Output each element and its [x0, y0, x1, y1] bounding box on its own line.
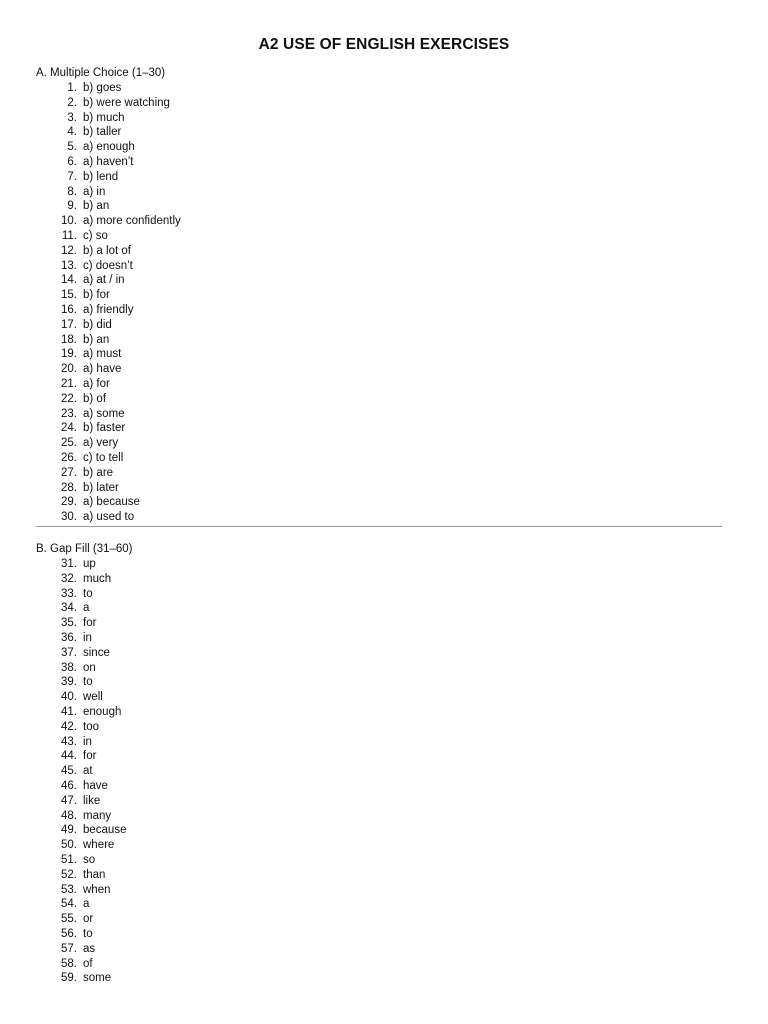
item-answer: a) some	[83, 407, 125, 420]
list-item	[36, 347, 726, 362]
list-item	[36, 616, 726, 631]
item-number: 13.	[61, 259, 77, 272]
list-item	[36, 362, 726, 377]
list-item	[36, 661, 726, 676]
item-answer: than	[83, 868, 106, 881]
item-answer: a	[83, 602, 90, 615]
list-item	[36, 466, 726, 481]
item-answer: enough	[83, 705, 122, 718]
item-number: 46.	[61, 779, 77, 792]
item-answer: like	[83, 794, 101, 807]
list-item	[36, 185, 726, 200]
item-number: 27.	[61, 466, 77, 479]
list-item	[36, 229, 726, 244]
item-number: 54.	[61, 898, 77, 911]
list-item	[36, 838, 726, 853]
item-answer: a) must	[83, 348, 122, 361]
item-answer: b) lend	[83, 170, 119, 183]
item-number: 47.	[61, 794, 77, 807]
list-item	[36, 646, 726, 661]
item-number: 4.	[67, 126, 77, 139]
item-number: 9.	[67, 200, 77, 213]
list-item	[36, 957, 726, 972]
section-divider	[36, 526, 722, 527]
item-number: 31.	[61, 558, 77, 570]
list-item	[36, 883, 726, 898]
item-answer: a) because	[83, 496, 140, 509]
item-number: 36.	[61, 631, 77, 644]
item-answer: on	[83, 661, 96, 674]
item-answer: at	[83, 765, 93, 778]
item-answer: when	[83, 883, 111, 896]
item-answer: a) in	[83, 185, 106, 198]
item-answer: many	[83, 809, 112, 822]
list-item	[36, 318, 726, 333]
item-number: 26.	[61, 451, 77, 464]
item-number: 25.	[61, 437, 77, 450]
item-answer: in	[83, 735, 92, 748]
item-number: 23.	[61, 407, 77, 420]
item-answer: a	[83, 898, 90, 911]
item-answer: so	[83, 853, 96, 866]
item-number: 21.	[61, 377, 77, 390]
item-answer: b) are	[83, 466, 114, 479]
item-answer: up	[83, 558, 96, 570]
item-number: 14.	[61, 274, 77, 287]
item-answer: b) an	[83, 200, 110, 213]
list-item	[36, 912, 726, 927]
item-number: 5.	[67, 141, 77, 154]
list-item	[36, 273, 726, 288]
list-item	[36, 436, 726, 451]
item-number: 34.	[61, 602, 77, 615]
item-number: 28.	[61, 481, 77, 494]
item-number: 41.	[61, 705, 77, 718]
answer-list-gap-fill	[36, 557, 726, 986]
item-answer: where	[83, 839, 115, 852]
item-number: 51.	[61, 853, 77, 866]
item-answer: too	[83, 720, 99, 733]
list-item	[36, 631, 726, 646]
item-number: 37.	[61, 646, 77, 659]
list-item	[36, 779, 726, 794]
list-item	[36, 111, 726, 126]
item-answer: of	[83, 957, 93, 970]
item-answer: c) doesn’t	[83, 259, 133, 272]
item-number: 45.	[61, 765, 77, 778]
item-number: 17.	[61, 318, 77, 331]
list-item	[36, 942, 726, 957]
page-title: A2 USE OF ENGLISH EXERCISES	[258, 36, 510, 53]
item-number: 33.	[61, 587, 77, 600]
list-item	[36, 927, 726, 942]
item-answer: b) did	[83, 318, 112, 331]
item-answer: for	[83, 617, 97, 630]
list-item	[36, 96, 726, 111]
list-item	[36, 481, 726, 496]
item-answer: a) haven’t	[83, 155, 134, 168]
item-number: 20.	[61, 363, 77, 376]
item-number: 42.	[61, 720, 77, 733]
item-number: 19.	[61, 348, 77, 361]
list-item	[36, 764, 726, 779]
item-number: 32.	[61, 572, 77, 585]
item-answer: a) have	[83, 363, 122, 376]
item-answer: much	[83, 572, 112, 585]
item-answer: to	[83, 927, 93, 940]
item-answer: for	[83, 750, 97, 763]
item-number: 55.	[61, 913, 77, 926]
item-number: 24.	[61, 422, 77, 435]
list-item	[36, 392, 726, 407]
list-item	[36, 675, 726, 690]
item-number: 30.	[61, 511, 77, 524]
item-answer: to	[83, 587, 93, 600]
section-heading-gap-fill: B. Gap Fill (31–60)	[36, 543, 133, 555]
list-item	[36, 333, 726, 348]
item-answer: b) much	[83, 111, 125, 124]
item-answer: or	[83, 913, 94, 926]
item-number: 40.	[61, 691, 77, 704]
item-answer: b) for	[83, 289, 110, 302]
item-answer: because	[83, 824, 127, 837]
item-answer: b) later	[83, 481, 119, 494]
item-answer: to	[83, 676, 93, 689]
list-item	[36, 823, 726, 838]
list-item	[36, 421, 726, 436]
item-number: 50.	[61, 839, 77, 852]
item-number: 53.	[61, 883, 77, 896]
item-answer: have	[83, 779, 108, 792]
list-item	[36, 794, 726, 809]
item-number: 48.	[61, 809, 77, 822]
list-item	[36, 377, 726, 392]
list-item	[36, 735, 726, 750]
item-answer: as	[83, 942, 96, 955]
item-answer: a) for	[83, 377, 110, 390]
item-number: 16.	[61, 303, 77, 316]
list-item	[36, 809, 726, 824]
list-item	[36, 868, 726, 883]
list-item	[36, 601, 726, 616]
item-answer: b) taller	[83, 126, 122, 139]
item-number: 6.	[67, 155, 77, 168]
item-answer: since	[83, 646, 110, 659]
item-answer: well	[83, 691, 103, 704]
list-item	[36, 510, 726, 525]
list-item	[36, 288, 726, 303]
list-item	[36, 170, 726, 185]
list-item	[36, 587, 726, 602]
item-answer: b) faster	[83, 422, 126, 435]
item-number: 56.	[61, 927, 77, 940]
item-answer: a) very	[83, 437, 119, 450]
item-number: 44.	[61, 750, 77, 763]
list-item	[36, 853, 726, 868]
list-item	[36, 720, 726, 735]
item-answer: c) to tell	[83, 451, 124, 464]
item-number: 7.	[67, 170, 77, 183]
list-item	[36, 303, 726, 318]
list-item	[36, 451, 726, 466]
item-answer: b) a lot of	[83, 244, 131, 257]
item-number: 12.	[61, 244, 77, 257]
item-answer: a) at / in	[83, 274, 125, 287]
section-heading-multiple-choice: A. Multiple Choice (1–30)	[36, 67, 166, 79]
item-number: 29.	[61, 496, 77, 509]
item-answer: a) enough	[83, 141, 135, 154]
list-item	[36, 705, 726, 720]
list-item	[36, 495, 726, 510]
item-number: 15.	[61, 289, 77, 302]
item-answer: b) were watching	[83, 96, 170, 109]
item-number: 39.	[61, 676, 77, 689]
item-number: 3.	[67, 111, 77, 124]
list-item	[36, 81, 726, 96]
item-number: 43.	[61, 735, 77, 748]
item-number: 59.	[61, 972, 77, 985]
item-number: 1.	[67, 82, 77, 94]
list-item	[36, 572, 726, 587]
item-number: 11.	[61, 229, 77, 242]
item-number: 10.	[61, 215, 77, 228]
item-answer: b) goes	[83, 82, 122, 94]
item-answer: a) friendly	[83, 303, 134, 316]
item-number: 57.	[61, 942, 77, 955]
item-answer: a) used to	[83, 511, 135, 524]
list-item	[36, 125, 726, 140]
item-number: 18.	[61, 333, 77, 346]
item-number: 22.	[61, 392, 77, 405]
list-item	[36, 690, 726, 705]
item-answer: in	[83, 631, 92, 644]
item-number: 58.	[61, 957, 77, 970]
item-number: 2.	[67, 96, 77, 109]
list-item	[36, 557, 726, 572]
answer-list-multiple-choice	[36, 81, 726, 525]
list-item	[36, 244, 726, 259]
list-item	[36, 897, 726, 912]
item-answer: b) an	[83, 333, 110, 346]
item-answer: b) of	[83, 392, 107, 405]
item-answer: some	[83, 972, 112, 985]
item-answer: a) more confidently	[83, 215, 181, 228]
item-number: 38.	[61, 661, 77, 674]
item-number: 49.	[61, 824, 77, 837]
item-number: 35.	[61, 617, 77, 630]
list-item	[36, 140, 726, 155]
list-item	[36, 749, 726, 764]
item-number: 52.	[61, 868, 77, 881]
item-number: 8.	[67, 185, 77, 198]
list-item	[36, 259, 726, 274]
list-item	[36, 155, 726, 170]
list-item	[36, 199, 726, 214]
item-answer: c) so	[83, 229, 108, 242]
list-item	[36, 407, 726, 422]
list-item	[36, 971, 726, 986]
list-item	[36, 214, 726, 229]
